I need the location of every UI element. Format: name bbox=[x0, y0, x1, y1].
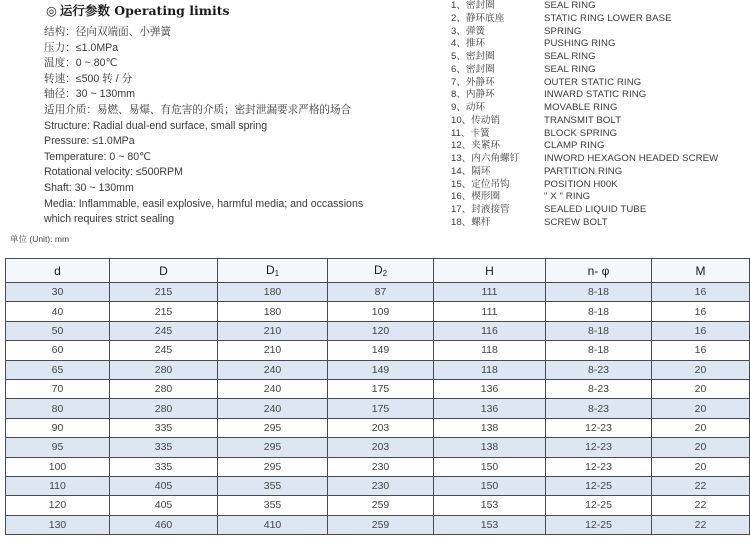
table-row bbox=[6, 515, 750, 534]
table-cell: 12-23 bbox=[546, 418, 652, 437]
table-cell: 8-18 bbox=[546, 321, 652, 340]
table-cell: 405 bbox=[110, 476, 218, 495]
column-header-label: H bbox=[485, 263, 494, 278]
column-header-label: d bbox=[54, 263, 61, 278]
bullet-circle-icon: ◎ bbox=[46, 3, 57, 18]
limit-line: Rotational velocity: ≤500RPM bbox=[44, 166, 183, 179]
table-cell: 12-23 bbox=[546, 438, 652, 457]
table-cell: 335 bbox=[110, 418, 218, 437]
table-cell: 120 bbox=[328, 321, 434, 340]
table-cell: 20 bbox=[652, 379, 750, 398]
table-row bbox=[6, 418, 750, 437]
part-item bbox=[451, 179, 750, 192]
column-header bbox=[652, 259, 750, 283]
table-row bbox=[6, 438, 750, 457]
limit-line: Structure: Radial dual-end surface, small spring bbox=[44, 119, 268, 132]
table-cell: 149 bbox=[328, 341, 434, 360]
part-name-en: SEAL RING bbox=[544, 0, 596, 11]
table-row bbox=[6, 457, 750, 476]
limit-line: Temperature: 0 ~ 80℃ bbox=[44, 150, 152, 163]
table-cell: 150 bbox=[434, 457, 546, 476]
part-item bbox=[451, 89, 750, 102]
column-header-label: D bbox=[159, 263, 168, 278]
table-cell: 120 bbox=[6, 496, 110, 515]
table-cell: 90 bbox=[6, 418, 110, 437]
table-cell: 118 bbox=[434, 360, 546, 379]
table-cell: 280 bbox=[110, 399, 218, 418]
limit-line: 轴径：30 ~ 130mm bbox=[44, 88, 135, 101]
table-cell: 180 bbox=[218, 283, 328, 302]
table-cell: 8-18 bbox=[546, 283, 652, 302]
part-name-cn: 13、内六角螺钉 bbox=[451, 153, 520, 164]
table-cell: 116 bbox=[434, 321, 546, 340]
part-item bbox=[451, 102, 750, 115]
table-cell: 410 bbox=[218, 515, 328, 534]
limit-line: which requires strict sealing bbox=[44, 213, 175, 226]
table-cell: 12-25 bbox=[546, 496, 652, 515]
part-name-en: PUSHING RING bbox=[544, 38, 616, 50]
part-name-en: BLOCK SPRING bbox=[544, 127, 618, 139]
table-cell: 8-23 bbox=[546, 379, 652, 398]
part-name-en: SEAL RING bbox=[544, 63, 596, 75]
part-item bbox=[451, 191, 750, 204]
limit-line: Pressure: ≤1.0MPa bbox=[44, 135, 135, 148]
table-cell: 20 bbox=[652, 457, 750, 476]
part-name-cn: 10、传动销 bbox=[451, 114, 501, 126]
limit-line: 结构：径向双端面、小弹簧 bbox=[44, 26, 172, 38]
part-name-en: SPRING bbox=[544, 25, 582, 37]
table-row bbox=[6, 476, 750, 495]
table-row bbox=[6, 399, 750, 418]
column-header bbox=[328, 259, 434, 283]
part-name-en: SEALED LIQUID TUBE bbox=[544, 204, 647, 215]
table-cell: 215 bbox=[110, 283, 218, 302]
table-cell: 210 bbox=[218, 341, 328, 360]
column-header bbox=[110, 259, 218, 283]
table-row bbox=[6, 302, 750, 321]
table-cell: 259 bbox=[328, 496, 434, 515]
table-row bbox=[6, 283, 750, 302]
table-cell: 355 bbox=[218, 476, 328, 495]
part-item bbox=[451, 64, 750, 77]
part-name-cn: 1、密封圈 bbox=[451, 0, 495, 11]
table-cell: 111 bbox=[434, 283, 546, 302]
table-cell: 203 bbox=[328, 418, 434, 437]
table-cell: 405 bbox=[110, 496, 218, 515]
dimension-table bbox=[5, 258, 750, 535]
part-name-en: TRANSMIT BOLT bbox=[544, 114, 622, 126]
table-cell: 240 bbox=[218, 360, 328, 379]
table-cell: 175 bbox=[328, 379, 434, 398]
table-cell: 230 bbox=[328, 457, 434, 476]
part-name-en: SEAL RING bbox=[544, 51, 596, 62]
table-cell: 65 bbox=[6, 360, 110, 379]
table-row bbox=[6, 496, 750, 515]
table-body bbox=[6, 283, 750, 535]
table-cell: 245 bbox=[110, 341, 218, 360]
table-cell: 153 bbox=[434, 496, 546, 515]
table-cell: 60 bbox=[6, 341, 110, 360]
part-name-en: STATIC RING LOWER BASE bbox=[544, 12, 672, 24]
column-header-label: M bbox=[695, 263, 706, 278]
column-header-label: D bbox=[265, 263, 275, 277]
table-row bbox=[6, 321, 750, 340]
column-header-subscript: 2 bbox=[382, 269, 388, 278]
table-cell: 16 bbox=[652, 321, 750, 340]
part-item bbox=[451, 140, 750, 153]
table-cell: 8-18 bbox=[546, 302, 652, 321]
column-header-label: n- φ bbox=[587, 263, 610, 278]
table-cell: 460 bbox=[110, 515, 218, 534]
table-cell: 295 bbox=[218, 438, 328, 457]
part-name-en: PARTITION RING bbox=[544, 165, 623, 177]
table-cell: 8-18 bbox=[546, 341, 652, 360]
part-item bbox=[451, 153, 750, 166]
parts-list bbox=[451, 0, 750, 230]
table-cell: 240 bbox=[218, 399, 328, 418]
table-cell: 100 bbox=[6, 457, 110, 476]
table-cell: 295 bbox=[218, 418, 328, 437]
part-item bbox=[451, 217, 750, 230]
part-name-cn: 6、密封圈 bbox=[451, 63, 495, 75]
limit-line: Shaft: 30 ~ 130mm bbox=[44, 181, 134, 194]
table-cell: 22 bbox=[652, 476, 750, 495]
table-cell: 295 bbox=[218, 457, 328, 476]
part-name-cn: 3、弹簧 bbox=[451, 25, 486, 37]
part-item bbox=[451, 38, 750, 51]
table-cell: 138 bbox=[434, 418, 546, 437]
part-name-cn: 12、夹紧环 bbox=[451, 140, 501, 152]
table-cell: 12-23 bbox=[546, 457, 652, 476]
table-cell: 20 bbox=[652, 418, 750, 437]
table-cell: 136 bbox=[434, 399, 546, 418]
part-name-cn: 17、封液接管 bbox=[451, 204, 510, 215]
column-header-subscript: 1 bbox=[274, 269, 280, 278]
table-cell: 215 bbox=[110, 302, 218, 321]
table-cell: 87 bbox=[328, 283, 434, 302]
table-row bbox=[6, 379, 750, 398]
column-header bbox=[434, 259, 546, 283]
table-cell: 8-23 bbox=[546, 360, 652, 379]
part-name-cn: 11、卡簧 bbox=[451, 127, 490, 139]
table-cell: 149 bbox=[328, 360, 434, 379]
column-header bbox=[546, 259, 652, 283]
table-cell: 95 bbox=[6, 438, 110, 457]
limit-line: 适用介质：易燃、易爆、有危害的介质；密封泄漏要求严格的场合 bbox=[44, 103, 352, 116]
part-name-cn: 9、动环 bbox=[451, 102, 486, 113]
part-name-cn: 2、静环底座 bbox=[451, 12, 505, 24]
part-item bbox=[451, 115, 750, 128]
table-cell: 70 bbox=[6, 379, 110, 398]
table-cell: 175 bbox=[328, 399, 434, 418]
section-title bbox=[46, 1, 230, 19]
part-name-en: SCREW BOLT bbox=[544, 216, 608, 228]
part-name-cn: 8、内静环 bbox=[451, 89, 495, 101]
table-cell: 203 bbox=[328, 438, 434, 457]
table-cell: 109 bbox=[328, 302, 434, 321]
table-cell: 22 bbox=[652, 496, 750, 515]
table-cell: 40 bbox=[6, 302, 110, 321]
column-header bbox=[218, 259, 328, 283]
part-item bbox=[451, 51, 750, 64]
part-name-cn: 16、楔形圈 bbox=[451, 191, 501, 203]
table-cell: 280 bbox=[110, 360, 218, 379]
table-cell: 245 bbox=[110, 321, 218, 340]
part-item bbox=[451, 13, 750, 26]
part-name-en: POSITION H00K bbox=[544, 178, 618, 190]
part-item bbox=[451, 26, 750, 39]
table-cell: 12-25 bbox=[546, 515, 652, 534]
table-cell: 335 bbox=[110, 438, 218, 457]
table-cell: 20 bbox=[652, 399, 750, 418]
limit-line: 压力：≤1.0MPa bbox=[44, 41, 119, 54]
table-cell: 138 bbox=[434, 438, 546, 457]
table-cell: 230 bbox=[328, 476, 434, 495]
part-name-cn: 18、螺杆 bbox=[451, 216, 491, 228]
table-header-row bbox=[6, 259, 750, 283]
table-cell: 16 bbox=[652, 283, 750, 302]
part-item bbox=[451, 77, 750, 90]
table-cell: 180 bbox=[218, 302, 328, 321]
part-item bbox=[451, 128, 750, 141]
table-cell: 30 bbox=[6, 283, 110, 302]
table-cell: 8-23 bbox=[546, 399, 652, 418]
part-item bbox=[451, 204, 750, 217]
part-name-en: INWORD HEXAGON HEADED SCREW bbox=[544, 153, 719, 164]
part-name-en: INWARD STATIC RING bbox=[544, 89, 647, 101]
table-cell: 240 bbox=[218, 379, 328, 398]
table-cell: 22 bbox=[652, 515, 750, 534]
table-row bbox=[6, 360, 750, 379]
part-name-en: MOVABLE RING bbox=[544, 102, 618, 113]
part-item bbox=[451, 166, 750, 179]
table-cell: 20 bbox=[652, 438, 750, 457]
table-cell: 16 bbox=[652, 302, 750, 321]
column-header-label: D bbox=[373, 263, 383, 277]
table-cell: 136 bbox=[434, 379, 546, 398]
table-cell: 210 bbox=[218, 321, 328, 340]
table-cell: 20 bbox=[652, 360, 750, 379]
limit-line: 温度：0 ~ 80℃ bbox=[44, 57, 118, 70]
part-name-cn: 15、定位吊钩 bbox=[451, 178, 510, 190]
table-cell: 355 bbox=[218, 496, 328, 515]
table-cell: 12-25 bbox=[546, 476, 652, 495]
limit-line: 转速：≤500 转 / 分 bbox=[44, 72, 133, 85]
table-cell: 335 bbox=[110, 457, 218, 476]
table-cell: 16 bbox=[652, 341, 750, 360]
limit-line: Media: Inflammable, easil explosive, harmful media; and occassions bbox=[44, 197, 364, 210]
table-cell: 150 bbox=[434, 476, 546, 495]
table-cell: 153 bbox=[434, 515, 546, 534]
part-name-cn: 5、密封圈 bbox=[451, 51, 495, 62]
section-title-text: 运行参数 Operating limits bbox=[59, 3, 230, 18]
part-item bbox=[451, 0, 750, 13]
operating-limits-list bbox=[44, 25, 444, 228]
column-header bbox=[6, 259, 110, 283]
part-name-cn: 7、外静环 bbox=[451, 76, 495, 88]
table-cell: 280 bbox=[110, 379, 218, 398]
table-cell: 111 bbox=[434, 302, 546, 321]
table-cell: 118 bbox=[434, 341, 546, 360]
unit-label: 单位 (Unit): mm bbox=[10, 234, 70, 244]
table-cell: 50 bbox=[6, 321, 110, 340]
part-name-en: OUTER STATIC RING bbox=[544, 76, 642, 88]
table-row bbox=[6, 341, 750, 360]
table-cell: 80 bbox=[6, 399, 110, 418]
table-cell: 130 bbox=[6, 515, 110, 534]
part-name-cn: 4、推环 bbox=[451, 38, 486, 50]
table-cell: 110 bbox=[6, 476, 110, 495]
table-cell: 259 bbox=[328, 515, 434, 534]
part-name-cn: 14、隔环 bbox=[451, 165, 491, 177]
part-name-en: " X " RING bbox=[544, 191, 591, 203]
part-name-en: CLAMP RING bbox=[544, 140, 605, 152]
